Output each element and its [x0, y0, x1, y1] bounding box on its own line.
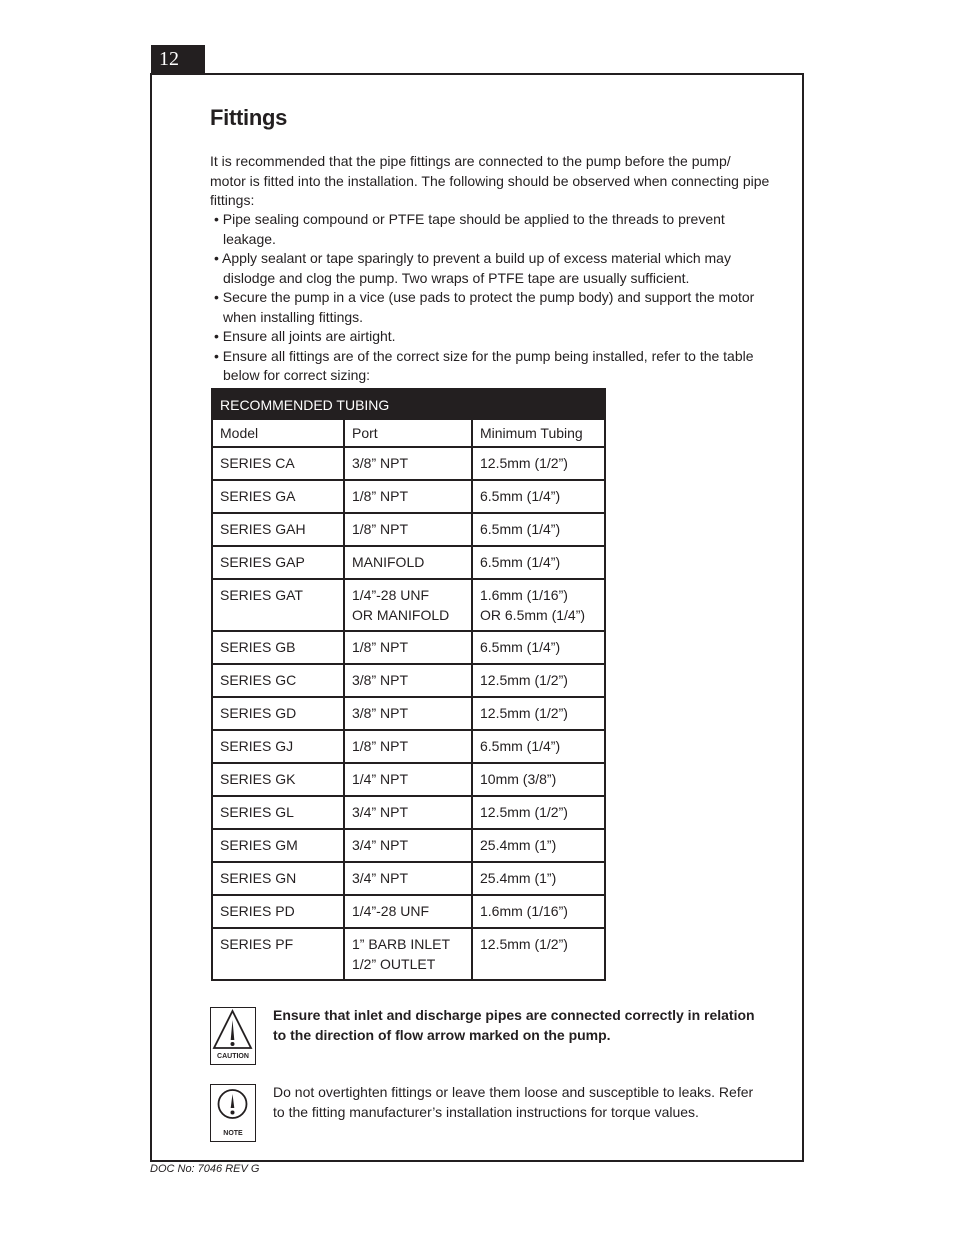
- cell-model: SERIES GM: [212, 829, 344, 862]
- caution-triangle-icon: [210, 1007, 256, 1065]
- cell-port: 1/8” NPT: [344, 480, 472, 513]
- table-row: [212, 546, 605, 579]
- cell-minimum-tubing: 6.5mm (1/4”): [472, 730, 605, 763]
- cell-minimum-tubing: 6.5mm (1/4”): [472, 513, 605, 546]
- cell-port: 1/4”-28 UNF: [344, 895, 472, 928]
- cell-port: 1/8” NPT: [344, 730, 472, 763]
- table-caption: RECOMMENDED TUBING: [212, 389, 605, 419]
- column-header-minimum-tubing: Minimum Tubing: [472, 419, 605, 447]
- cell-port: 1” BARB INLET 1/2” OUTLET: [344, 928, 472, 980]
- cell-minimum-tubing: 10mm (3/8”): [472, 763, 605, 796]
- cell-port: MANIFOLD: [344, 546, 472, 579]
- document-number: DOC No: 7046 REV G: [150, 1163, 260, 1175]
- cell-model: SERIES GB: [212, 631, 344, 664]
- table-row: [212, 730, 605, 763]
- table-row: [212, 631, 605, 664]
- list-item: • Secure the pump in a vice (use pads to protect the pump body) and support the motor when installing fittings.: [212, 288, 772, 327]
- cell-model: SERIES GC: [212, 664, 344, 697]
- column-header-port: Port: [344, 419, 472, 447]
- section-title: Fittings: [210, 105, 288, 130]
- table-row: [212, 928, 605, 980]
- cell-port: 3/8” NPT: [344, 447, 472, 480]
- table-row: [212, 447, 605, 480]
- table-row: [212, 513, 605, 546]
- table-row: [212, 796, 605, 829]
- table-body: [212, 447, 605, 980]
- cell-model: SERIES CA: [212, 447, 344, 480]
- cell-minimum-tubing: 1.6mm (1/16”): [472, 895, 605, 928]
- cell-model: SERIES GAT: [212, 579, 344, 631]
- cell-port: 1/8” NPT: [344, 631, 472, 664]
- recommended-tubing-table: [211, 388, 606, 981]
- list-item: • Apply sealant or tape sparingly to prevent a build up of excess material which may dislodge and clog the pump. Two wraps of PTFE tape are usually sufficient.: [212, 249, 772, 288]
- note-text: Do not overtighten fittings or leave them loose and susceptible to leaks. Refer to the fitting manufacturer’s installation instructions for torque values.: [273, 1084, 754, 1120]
- cell-model: SERIES GK: [212, 763, 344, 796]
- intro-paragraph: It is recommended that the pipe fittings are connected to the pump before the pump/ motor is fitted into the installation. The following should be observed when connecting pipe fittings:: [210, 153, 770, 208]
- cell-minimum-tubing: 12.5mm (1/2”): [472, 664, 605, 697]
- list-item: • Ensure all fittings are of the correct size for the pump being installed, refer to the table below for correct sizing:: [212, 347, 772, 386]
- table-row: [212, 763, 605, 796]
- cell-port: 1/8” NPT: [344, 513, 472, 546]
- cell-port: 3/4” NPT: [344, 796, 472, 829]
- table-row: [212, 480, 605, 513]
- cell-minimum-tubing: 25.4mm (1”): [472, 829, 605, 862]
- cell-minimum-tubing: 1.6mm (1/16”) OR 6.5mm (1/4”): [472, 579, 605, 631]
- cell-minimum-tubing: 12.5mm (1/2”): [472, 697, 605, 730]
- cell-port: 1/4”-28 UNF OR MANIFOLD: [344, 579, 472, 631]
- cell-port: 3/4” NPT: [344, 829, 472, 862]
- fitting-guidelines-list: [212, 210, 772, 386]
- cell-model: SERIES PD: [212, 895, 344, 928]
- cell-model: SERIES GD: [212, 697, 344, 730]
- cell-port: 3/8” NPT: [344, 664, 472, 697]
- list-item: • Ensure all joints are airtight.: [212, 327, 772, 347]
- table-row: [212, 895, 605, 928]
- cell-minimum-tubing: 6.5mm (1/4”): [472, 631, 605, 664]
- table-row: [212, 664, 605, 697]
- note-exclamation-icon: [210, 1084, 256, 1142]
- table-row: [212, 697, 605, 730]
- cell-minimum-tubing: 12.5mm (1/2”): [472, 447, 605, 480]
- table-row: [212, 829, 605, 862]
- table-row: [212, 862, 605, 895]
- note-label: NOTE: [223, 1130, 243, 1137]
- cell-minimum-tubing: 6.5mm (1/4”): [472, 546, 605, 579]
- cell-model: SERIES PF: [212, 928, 344, 980]
- list-item: • Pipe sealing compound or PTFE tape should be applied to the threads to prevent leakage.: [212, 210, 772, 249]
- cell-minimum-tubing: 12.5mm (1/2”): [472, 796, 605, 829]
- cell-model: SERIES GL: [212, 796, 344, 829]
- table-row: [212, 579, 605, 631]
- column-header-model: Model: [212, 419, 344, 447]
- cell-model: SERIES GN: [212, 862, 344, 895]
- cell-model: SERIES GAP: [212, 546, 344, 579]
- cell-minimum-tubing: 25.4mm (1”): [472, 862, 605, 895]
- cell-port: 3/4” NPT: [344, 862, 472, 895]
- cell-model: SERIES GJ: [212, 730, 344, 763]
- cell-minimum-tubing: 6.5mm (1/4”): [472, 480, 605, 513]
- cell-minimum-tubing: 12.5mm (1/2”): [472, 928, 605, 980]
- caution-label: CAUTION: [217, 1053, 249, 1060]
- cell-model: SERIES GA: [212, 480, 344, 513]
- cell-port: 1/4” NPT: [344, 763, 472, 796]
- page-number: 12: [151, 45, 205, 73]
- cell-port: 3/8” NPT: [344, 697, 472, 730]
- caution-text: Ensure that inlet and discharge pipes are connected correctly in relation to the direction of flow arrow marked on the pump.: [273, 1007, 755, 1043]
- cell-model: SERIES GAH: [212, 513, 344, 546]
